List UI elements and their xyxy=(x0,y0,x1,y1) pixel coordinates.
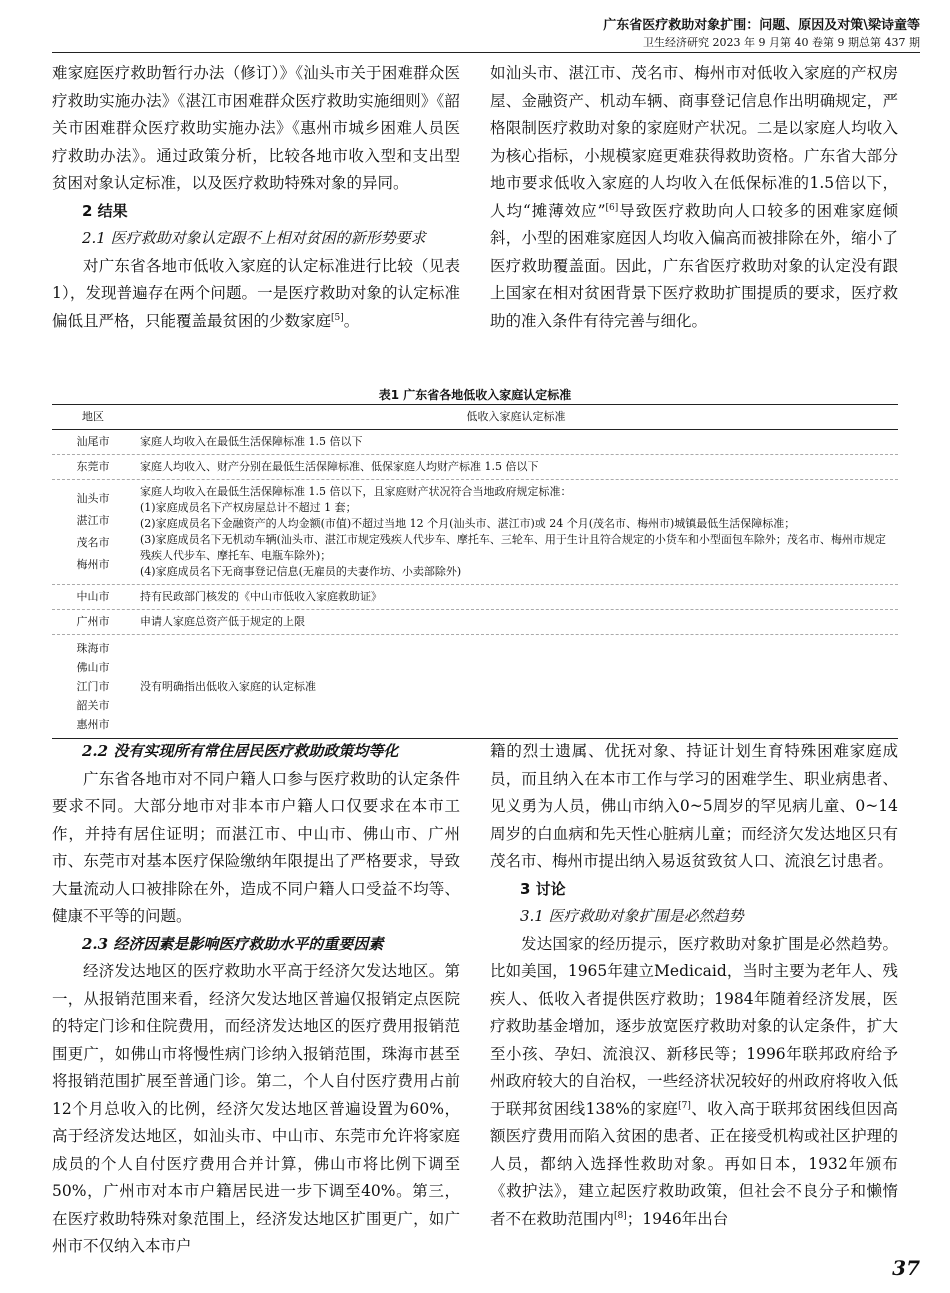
criteria-table xyxy=(52,404,898,739)
table-row xyxy=(52,610,898,635)
table-row xyxy=(52,480,898,585)
table-cell-region: 广州市 xyxy=(76,615,110,628)
region-name: 茂名市 xyxy=(76,536,110,549)
subsection-heading-2-3: 2.3 经济因素是影响医疗救助水平的重要因素 xyxy=(82,934,384,953)
table-cell-criteria: 家庭人均收入在最低生活保障标准 1.5 倍以下 xyxy=(140,435,363,448)
table-cell-region: 汕尾市 xyxy=(76,435,110,448)
table-row xyxy=(52,635,898,738)
table-header-row xyxy=(52,405,898,430)
page-number: 37 xyxy=(892,1256,920,1280)
running-head-journal: 卫生经济研究 2023 年 9 月第 40 卷第 9 期总第 437 期 xyxy=(643,36,920,49)
table-cell-criteria: 持有民政部门核发的《中山市低收入家庭救助证》 xyxy=(140,590,382,603)
table-title: 表1 广东省各地低收入家庭认定标准 xyxy=(378,388,572,402)
paragraph xyxy=(490,60,898,335)
citation-ref: [6] xyxy=(605,202,619,213)
paragraph-text: 。 xyxy=(343,311,360,330)
header-rule xyxy=(52,52,920,53)
criteria-line: (2)家庭成员名下金融资产的人均金额(市值)不超过当地 12 个月(汕头市、湛江市)或 24 个月(茂名市、梅州市)城镇最低生活保障标准； xyxy=(140,517,796,530)
subsection-heading-2-1: 2.1 医疗救助对象认定跟不上相对贫困的新形势要求 xyxy=(82,229,426,247)
section-heading-discussion: 3 讨论 xyxy=(520,879,566,898)
paragraph: 经济发达地区的医疗救助水平高于经济欠发达地区。第一，从报销范围来看，经济欠发达地区普遍仅报销定点医院的特定门诊和住院费用，而经济发达地区的医疗费用报销范围更广，如佛山市将慢性病门诊纳入报销范围，珠海市甚至将报销范围扩展至普通门诊。第二，个人自付医疗费用占前12个月总收入的比例，经济欠发达地区普遍设置为60%，高于经济发达地区，如汕头市、中山市、东莞市允许将家庭成员的个人自付医疗费用合并计算，佛山市将比例下调至50%，广州市对本市户籍居民进一步下调至40%。第三，在医疗救助特殊对象范围上，经济发达地区扩围更广，如广州市不仅纳入本市户 xyxy=(52,962,460,1255)
subsection-heading-2-2: 2.2 没有实现所有常住居民医疗救助政策均等化 xyxy=(82,742,399,760)
paragraph-text: 如汕头市、湛江市、茂名市、梅州市对低收入家庭的产权房屋、金融资产、机动车辆、商事登记信息作出明确规定，严格限制医疗救助对象的家庭财产状况。二是以家庭人均收入为核心指标，小规模家庭更难获得救助资格。广东省大部分地市要求低收入家庭的人均收入在低保标准的1.5倍以下，人均“摊薄效应” xyxy=(490,64,898,220)
table-header-criteria: 低收入家庭认定标准 xyxy=(466,410,566,423)
paragraph-text: 导致医疗救助向人口较多的困难家庭倾斜，小型的困难家庭因人均收入偏高而被排除在外，缩小了医疗救助覆盖面。因此，广东省医疗救助对象的认定没有跟上国家在相对贫困背景下医疗救助扩围提质的要求，医疗救助的准入条件有待完善与细化。 xyxy=(490,201,898,330)
column-top-left xyxy=(52,60,460,335)
region-name: 惠州市 xyxy=(76,718,110,731)
paragraph xyxy=(490,931,898,1234)
table-row xyxy=(52,455,898,480)
region-name: 江门市 xyxy=(76,680,110,693)
running-head-title: 广东省医疗救助对象扩围：问题、原因及对策\梁诗童等 xyxy=(603,18,920,33)
table-cell-criteria: 没有明确指出低收入家庭的认定标准 xyxy=(140,679,316,693)
column-bottom-left xyxy=(52,738,460,1261)
paragraph xyxy=(52,253,460,336)
table-cell-region-group xyxy=(52,635,134,738)
paragraph: 广东省各地市对不同户籍人口参与医疗救助的认定条件要求不同。大部分地市对非本市户籍人口仅要求在本市工作，并持有居住证明；而湛江市、中山市、佛山市、广州市、东莞市对基本医疗保险缴纳年限提出了严格要求，导致大量流动人口被排除在外，造成不同户籍人口受益不均等、健康不平等的问题。 xyxy=(52,769,460,925)
table-cell-region-group xyxy=(52,480,134,584)
column-bottom-right xyxy=(490,738,898,1233)
region-name: 珠海市 xyxy=(76,642,110,655)
paragraph-text: 对广东省各地市低收入家庭的认定标准进行比较（见表1），发现普遍存在两个问题。一是医疗救助对象的认定标准偏低且严格，只能覆盖最贫困的少数家庭 xyxy=(52,256,460,330)
region-name: 梅州市 xyxy=(76,558,110,571)
column-top-right xyxy=(490,60,898,335)
table-row xyxy=(52,585,898,610)
table-row xyxy=(52,430,898,455)
citation-ref: [7] xyxy=(678,1100,691,1111)
subsection-heading-3-1: 3.1 医疗救助对象扩围是必然趋势 xyxy=(520,907,744,925)
region-name: 韶关市 xyxy=(76,699,110,712)
table-header-region: 地区 xyxy=(82,410,104,423)
table-cell-criteria: 申请人家庭总资产低于规定的上限 xyxy=(140,615,305,628)
table-cell-region: 东莞市 xyxy=(76,460,110,473)
criteria-line: (4)家庭成员名下无商事登记信息(无雇员的夫妻作坊、小卖部除外) xyxy=(140,565,462,578)
section-heading-results: 2 结果 xyxy=(82,201,128,220)
criteria-line: (3)家庭成员名下无机动车辆(汕头市、湛江市规定残疾人代步车、摩托车、三轮车、用于生计且符合规定的小货车和小型面包车除外；茂名市、梅州市规定残疾人代步车、摩托车、电瓶车除外)； xyxy=(140,533,886,562)
paragraph: 籍的烈士遗属、优抚对象、持证计划生育特殊困难家庭成员，而且纳入在本市工作与学习的困难学生、职业病患者、见义勇为人员，佛山市纳入0~5周岁的罕见病儿童、0~14周岁的白血病和先天性心脏病儿童；而经济欠发达地区只有茂名市、梅州市提出纳入易返贫致贫人口、流浪乞讨患者。 xyxy=(490,742,898,870)
paragraph-text: ；1946年出台 xyxy=(626,1209,729,1228)
region-name: 佛山市 xyxy=(76,661,110,674)
region-name: 汕头市 xyxy=(76,492,110,505)
paragraph-text: 发达国家的经历提示，医疗救助对象扩围是必然趋势。比如美国，1965年建立Medicaid，当时主要为老年人、残疾人、低收入者提供医疗救助；1984年随着经济发展，医疗救助基金增加，逐步放宽医疗救助对象的认定条件，扩大至小孩、孕妇、流浪汉、新移民等；1996年联邦政府给予州政府较大的自治权，一些经济状况较好的州政府将收入低于联邦贫困线138%的家庭 xyxy=(490,934,898,1118)
criteria-line: (1)家庭成员名下产权房屋总计不超过 1 套； xyxy=(140,501,357,514)
citation-ref: [5] xyxy=(331,312,344,323)
table-cell-criteria: 家庭人均收入、财产分别在最低生活保障标准、低保家庭人均财产标准 1.5 倍以下 xyxy=(140,460,539,473)
table-cell-criteria xyxy=(134,480,898,584)
paragraph-text: 、收入高于联邦贫困线但因高额医疗费用而陷入贫困的患者、正在接受机构或社区护理的人员，都纳入选择性救助对象。再如日本，1932年颁布《救护法》，建立起医疗救助政策，但社会不良分子和懒惰者不在救助范围内 xyxy=(490,1099,898,1228)
table-cell-region: 中山市 xyxy=(76,590,110,603)
citation-ref: [8] xyxy=(614,1210,627,1221)
criteria-line: 家庭人均收入在最低生活保障标准 1.5 倍以下，且家庭财产状况符合当地政府规定标准： xyxy=(140,485,572,498)
region-name: 湛江市 xyxy=(76,514,110,527)
paragraph: 难家庭医疗救助暂行办法（修订）》《汕头市关于困难群众医疗救助实施办法》《湛江市困难群众医疗救助实施细则》《韶关市困难群众医疗救助实施办法》《惠州市城乡困难人员医疗救助办法》。通过政策分析，比较各地市收入型和支出型贫困对象认定标准，以及医疗救助特殊对象的异同。 xyxy=(52,64,460,192)
